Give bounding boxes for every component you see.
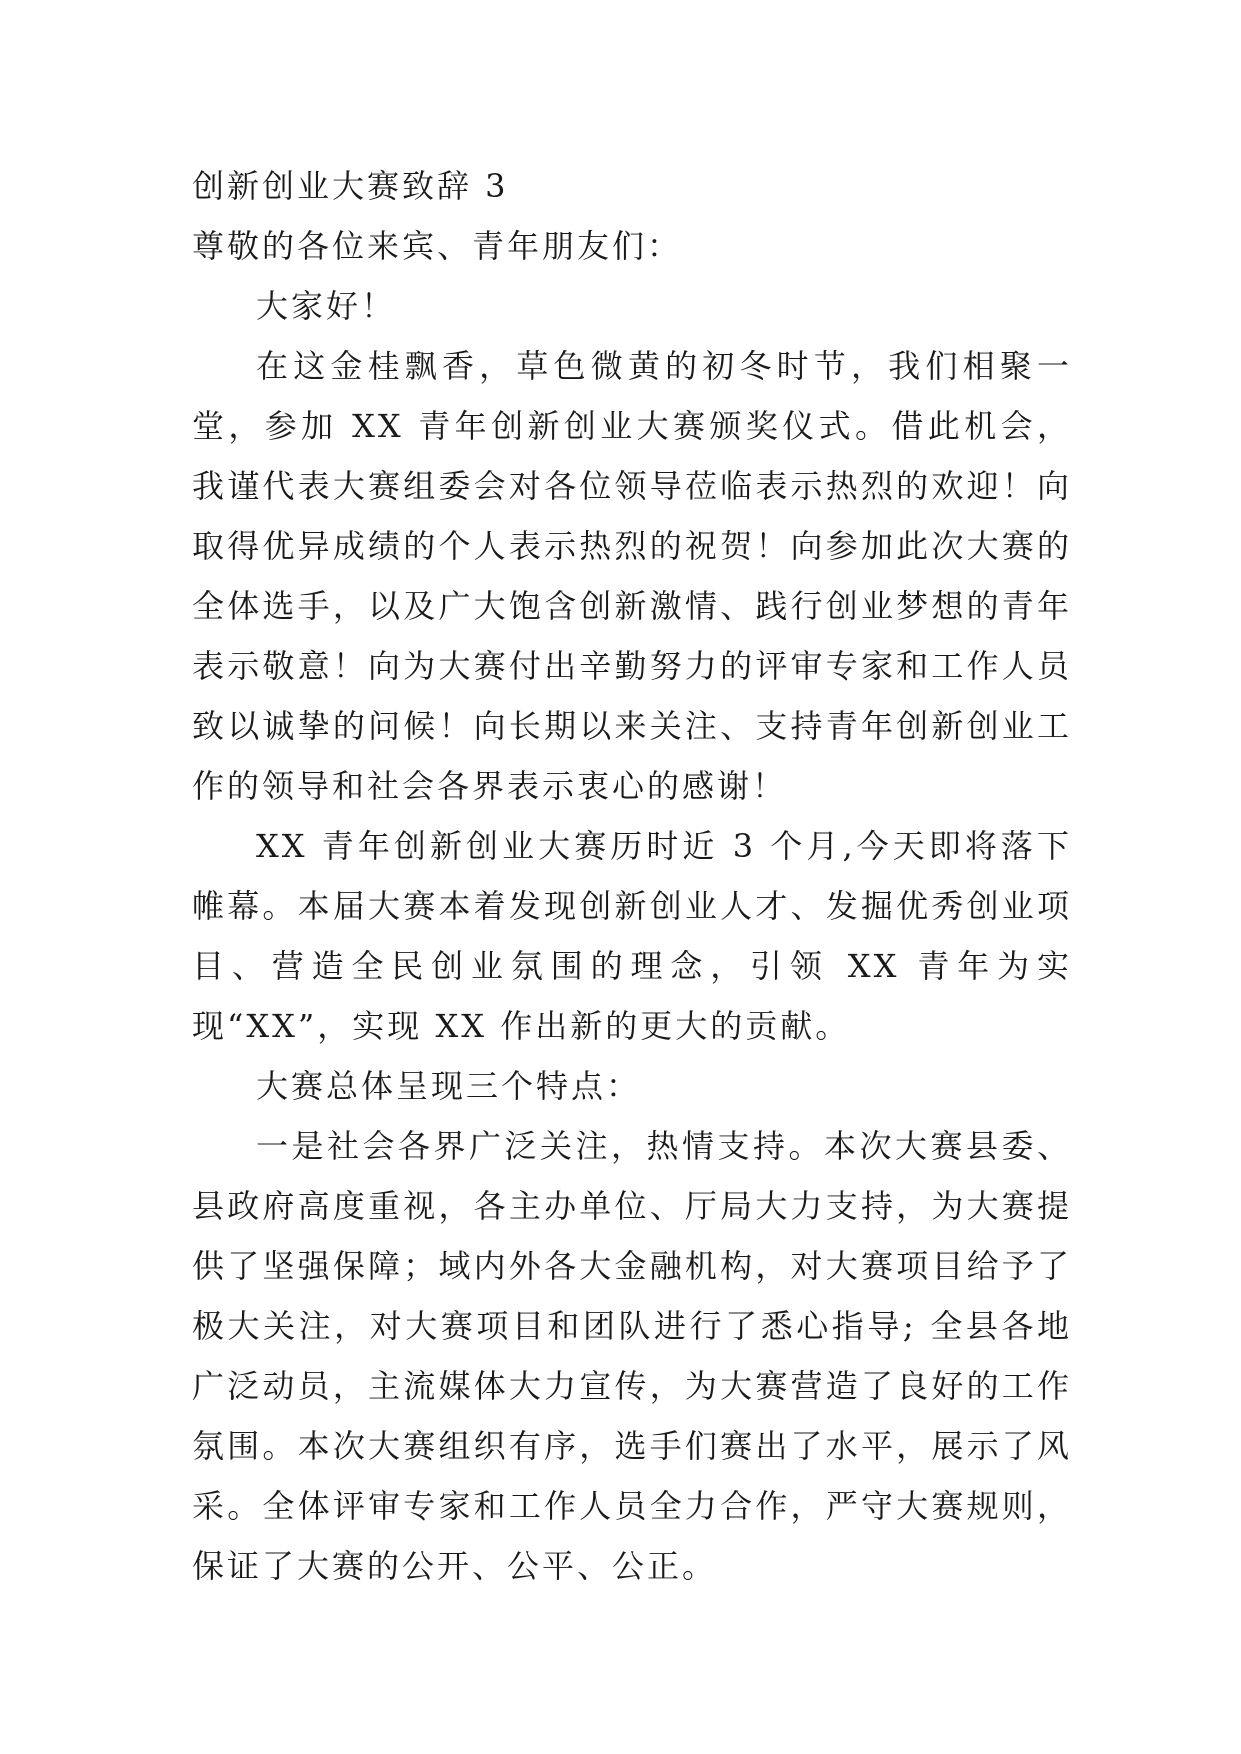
paragraph-overview: XX 青年创新创业大赛历时近 3 个月,今天即将落下帷幕。本届大赛本着发现创新创业人才、发掘优秀创业项目、营造全民创业氛围的理念，引领 XX 青年为实现“XX”，实现 XX 作出新的更大的贡献。 [192,827,1072,1045]
paragraph-welcome: 在这金桂飘香，草色微黄的初冬时节，我们相聚一堂，参加 XX 青年创新创业大赛颁奖仪式。借此机会，我谨代表大赛组委会对各位领导莅临表示热烈的欢迎！向取得优异成绩的个人表示热烈的祝贺！向参加此次大赛的全体选手，以及广大饱含创新激情、践行创业梦想的青年表示敬意！向为大赛付出辛勤努力的评审专家和工作人员致以诚挚的问候！向长期以来关注、支持青年创新创业工作的领导和社会各界表示衷心的感谢！ [192,347,1072,805]
document-title: 创新创业大赛致辞 3 [192,167,509,205]
paragraph-greeting: 大家好！ [256,287,397,325]
paragraph-features-intro: 大赛总体呈现三个特点： [256,1067,642,1105]
paragraph-feature-one: 一是社会各界广泛关注，热情支持。本次大赛县委、县政府高度重视，各主办单位、厅局大力支持，为大赛提供了坚强保障；域内外各大金融机构，对大赛项目给予了极大关注，对大赛项目和团队进行了悉心指导; 全县各地广泛动员，主流媒体大力宣传，为大赛营造了良好的工作氛围。本次大赛组织有序，选手们赛出了水平，展示了风采。全体评审专家和工作人员全力合作，严守大赛规则，保证了大赛的公开、公平、公正。 [192,1127,1072,1585]
document-body [192,156,1072,1596]
salutation: 尊敬的各位来宾、青年朋友们： [192,227,683,265]
